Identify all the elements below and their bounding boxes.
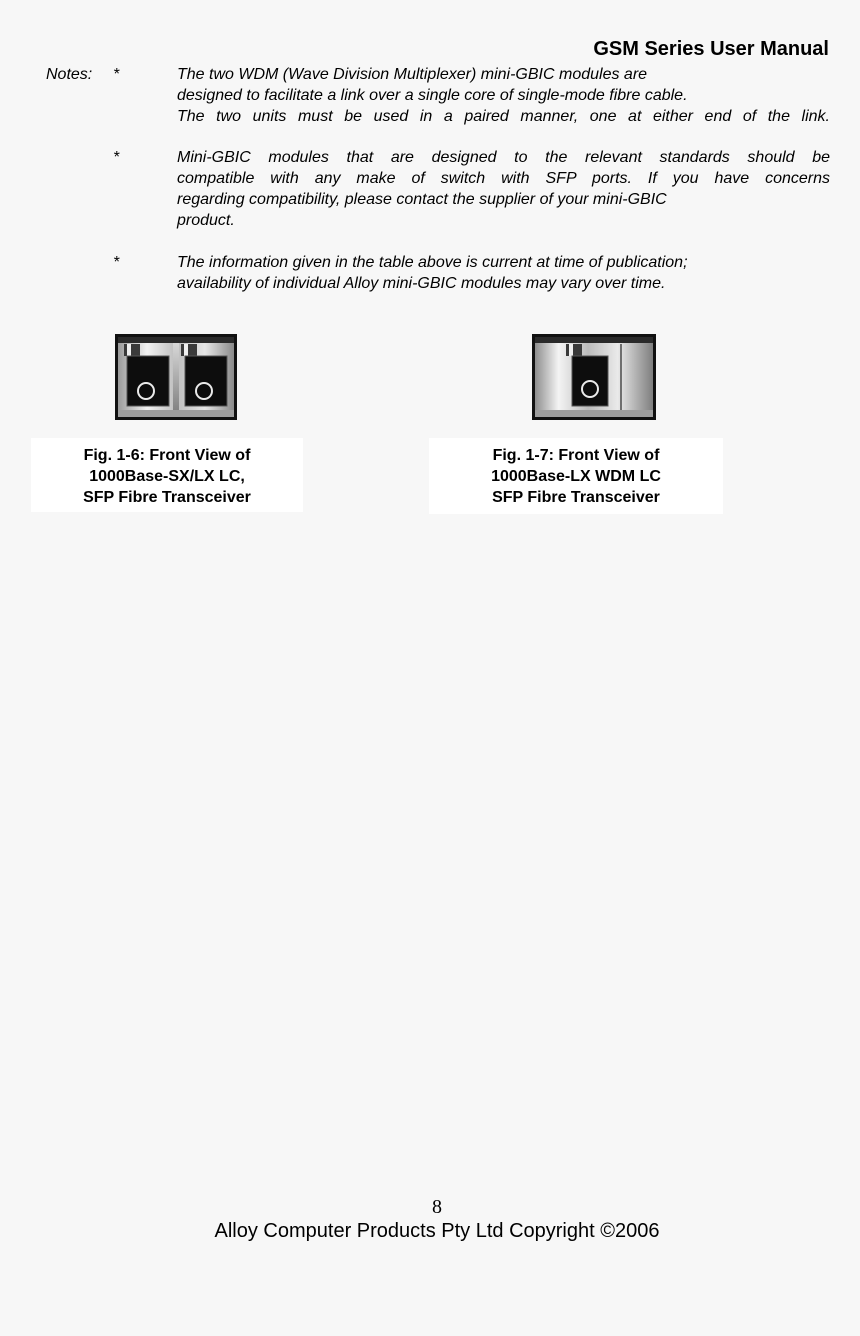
wdm-lc-transceiver-image: [532, 334, 656, 420]
document-title: GSM Series User Manual: [593, 38, 829, 60]
note-line: compatible with any make of switch with SFP ports. If you have concerns: [177, 170, 830, 187]
note-line: The two units must be used in a paired manner, one at either end of the link.: [177, 108, 830, 125]
note-line: availability of individual Alloy mini-GBIC modules may vary over time.: [177, 275, 666, 292]
note-bullet: *: [113, 66, 120, 83]
note-line: regarding compatibility, please contact the supplier of your mini-GBIC: [177, 191, 667, 208]
note-line: The two WDM (Wave Division Multiplexer) mini-GBIC modules are: [177, 66, 648, 83]
figure-caption-1-7: [429, 438, 723, 514]
note-line: The information given in the table above is current at time of publication;: [177, 254, 688, 271]
caption-line: Fig. 1-7: Front View of: [492, 447, 660, 464]
note-bullet: *: [113, 149, 120, 166]
note-line: designed to facilitate a link over a single core of single-mode fibre cable.: [177, 87, 688, 104]
caption-line: SFP Fibre Transceiver: [83, 489, 251, 506]
caption-line: 1000Base-LX WDM LC: [491, 468, 661, 485]
figure-caption-1-6: [31, 438, 303, 512]
caption-line: Fig. 1-6: Front View of: [83, 447, 251, 464]
note-text: [177, 64, 830, 127]
note-line: product.: [177, 212, 235, 229]
page-number: 8: [432, 1196, 442, 1218]
notes-label: Notes:: [46, 66, 93, 83]
note-line: Mini-GBIC modules that are designed to the relevant standards should be: [177, 149, 830, 166]
note-bullet: *: [113, 254, 120, 271]
note-text: [177, 147, 830, 231]
caption-line: SFP Fibre Transceiver: [492, 489, 660, 506]
dual-lc-transceiver-image: [115, 334, 237, 420]
copyright-footer: Alloy Computer Products Pty Ltd Copyright ©2006: [214, 1220, 660, 1242]
note-text: [177, 252, 830, 294]
caption-line: 1000Base-SX/LX LC,: [89, 468, 245, 485]
